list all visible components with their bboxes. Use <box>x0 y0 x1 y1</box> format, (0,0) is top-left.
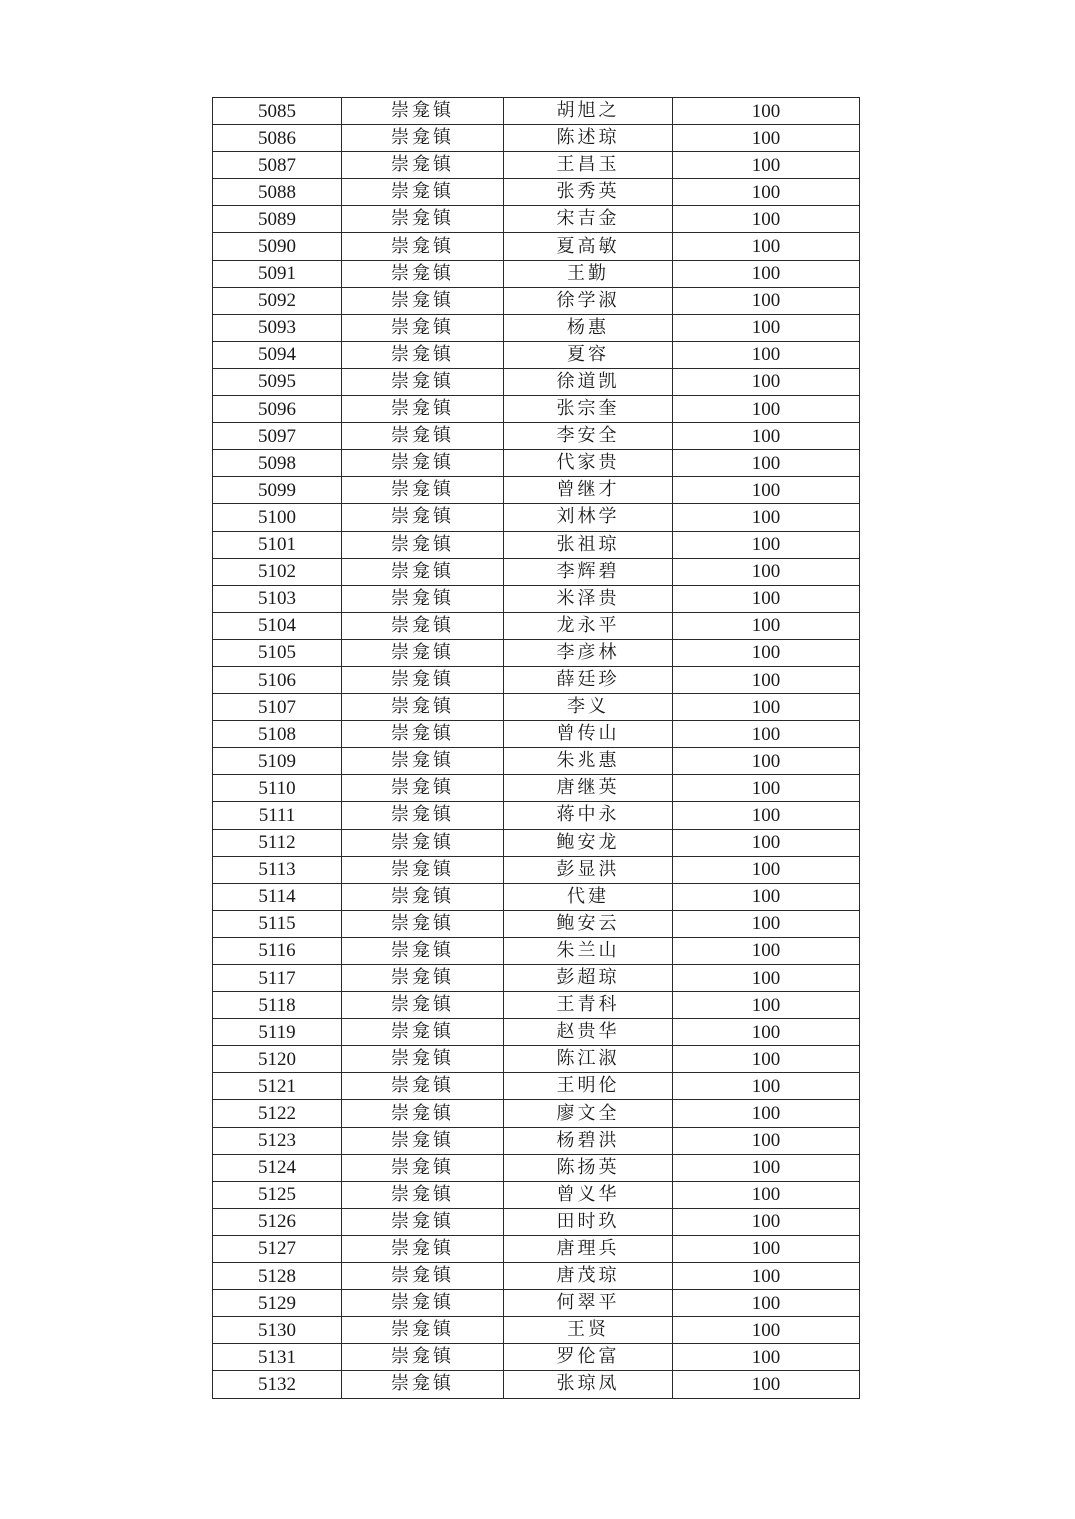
name-cell: 张宗奎 <box>504 396 673 423</box>
table-row <box>213 883 860 910</box>
name-cell: 彭显洪 <box>504 856 673 883</box>
town-cell: 崇龛镇 <box>342 477 504 504</box>
amount-cell: 100 <box>673 1235 860 1262</box>
amount-cell: 100 <box>673 1344 860 1371</box>
amount-cell: 100 <box>673 1263 860 1290</box>
table-row <box>213 1019 860 1046</box>
table-row <box>213 1154 860 1181</box>
row-number-cell: 5107 <box>213 694 342 721</box>
row-number-cell: 5117 <box>213 965 342 992</box>
row-number-cell: 5089 <box>213 206 342 233</box>
amount-cell: 100 <box>673 639 860 666</box>
name-cell: 张琼凤 <box>504 1371 673 1398</box>
table-row <box>213 829 860 856</box>
table-row <box>213 206 860 233</box>
table-row <box>213 992 860 1019</box>
row-number-cell: 5110 <box>213 775 342 802</box>
row-number-cell: 5125 <box>213 1181 342 1208</box>
table-row <box>213 1100 860 1127</box>
row-number-cell: 5114 <box>213 883 342 910</box>
table-row <box>213 477 860 504</box>
amount-cell: 100 <box>673 341 860 368</box>
name-cell: 夏高敏 <box>504 233 673 260</box>
row-number-cell: 5093 <box>213 314 342 341</box>
table-row <box>213 721 860 748</box>
name-cell: 何翠平 <box>504 1290 673 1317</box>
town-cell: 崇龛镇 <box>342 937 504 964</box>
name-cell: 代建 <box>504 883 673 910</box>
row-number-cell: 5124 <box>213 1154 342 1181</box>
town-cell: 崇龛镇 <box>342 206 504 233</box>
table-row <box>213 1208 860 1235</box>
table-row <box>213 1046 860 1073</box>
town-cell: 崇龛镇 <box>342 531 504 558</box>
town-cell: 崇龛镇 <box>342 721 504 748</box>
row-number-cell: 5105 <box>213 639 342 666</box>
amount-cell: 100 <box>673 179 860 206</box>
roster-table <box>212 97 860 1399</box>
town-cell: 崇龛镇 <box>342 585 504 612</box>
name-cell: 杨惠 <box>504 314 673 341</box>
row-number-cell: 5129 <box>213 1290 342 1317</box>
town-cell: 崇龛镇 <box>342 856 504 883</box>
town-cell: 崇龛镇 <box>342 125 504 152</box>
amount-cell: 100 <box>673 829 860 856</box>
name-cell: 曾义华 <box>504 1181 673 1208</box>
town-cell: 崇龛镇 <box>342 233 504 260</box>
name-cell: 陈江淑 <box>504 1046 673 1073</box>
name-cell: 李安全 <box>504 423 673 450</box>
amount-cell: 100 <box>673 450 860 477</box>
row-number-cell: 5100 <box>213 504 342 531</box>
name-cell: 陈述琼 <box>504 125 673 152</box>
town-cell: 崇龛镇 <box>342 287 504 314</box>
table-row <box>213 396 860 423</box>
amount-cell: 100 <box>673 612 860 639</box>
amount-cell: 100 <box>673 1290 860 1317</box>
town-cell: 崇龛镇 <box>342 179 504 206</box>
name-cell: 张秀英 <box>504 179 673 206</box>
town-cell: 崇龛镇 <box>342 666 504 693</box>
row-number-cell: 5101 <box>213 531 342 558</box>
town-cell: 崇龛镇 <box>342 992 504 1019</box>
name-cell: 李彦林 <box>504 639 673 666</box>
name-cell: 胡旭之 <box>504 98 673 125</box>
name-cell: 徐道凯 <box>504 368 673 395</box>
amount-cell: 100 <box>673 558 860 585</box>
town-cell: 崇龛镇 <box>342 558 504 585</box>
row-number-cell: 5108 <box>213 721 342 748</box>
amount-cell: 100 <box>673 1046 860 1073</box>
table-row <box>213 1263 860 1290</box>
row-number-cell: 5088 <box>213 179 342 206</box>
row-number-cell: 5130 <box>213 1317 342 1344</box>
amount-cell: 100 <box>673 314 860 341</box>
row-number-cell: 5094 <box>213 341 342 368</box>
name-cell: 宋吉金 <box>504 206 673 233</box>
table-row <box>213 965 860 992</box>
amount-cell: 100 <box>673 1073 860 1100</box>
table-row <box>213 1073 860 1100</box>
name-cell: 鲍安云 <box>504 910 673 937</box>
amount-cell: 100 <box>673 477 860 504</box>
name-cell: 龙永平 <box>504 612 673 639</box>
name-cell: 廖文全 <box>504 1100 673 1127</box>
document-table-container <box>212 97 860 1399</box>
town-cell: 崇龛镇 <box>342 1263 504 1290</box>
name-cell: 陈扬英 <box>504 1154 673 1181</box>
town-cell: 崇龛镇 <box>342 152 504 179</box>
town-cell: 崇龛镇 <box>342 802 504 829</box>
table-row <box>213 639 860 666</box>
town-cell: 崇龛镇 <box>342 98 504 125</box>
amount-cell: 100 <box>673 1317 860 1344</box>
name-cell: 薛廷珍 <box>504 666 673 693</box>
row-number-cell: 5132 <box>213 1371 342 1398</box>
name-cell: 王勤 <box>504 260 673 287</box>
name-cell: 徐学淑 <box>504 287 673 314</box>
table-row <box>213 287 860 314</box>
table-row <box>213 98 860 125</box>
town-cell: 崇龛镇 <box>342 1127 504 1154</box>
town-cell: 崇龛镇 <box>342 504 504 531</box>
row-number-cell: 5090 <box>213 233 342 260</box>
row-number-cell: 5091 <box>213 260 342 287</box>
row-number-cell: 5102 <box>213 558 342 585</box>
amount-cell: 100 <box>673 775 860 802</box>
amount-cell: 100 <box>673 98 860 125</box>
name-cell: 米泽贵 <box>504 585 673 612</box>
name-cell: 杨碧洪 <box>504 1127 673 1154</box>
name-cell: 朱兆惠 <box>504 748 673 775</box>
town-cell: 崇龛镇 <box>342 612 504 639</box>
amount-cell: 100 <box>673 748 860 775</box>
name-cell: 曾传山 <box>504 721 673 748</box>
table-row <box>213 612 860 639</box>
amount-cell: 100 <box>673 856 860 883</box>
table-row <box>213 748 860 775</box>
table-row <box>213 1371 860 1398</box>
town-cell: 崇龛镇 <box>342 639 504 666</box>
row-number-cell: 5085 <box>213 98 342 125</box>
name-cell: 张祖琼 <box>504 531 673 558</box>
amount-cell: 100 <box>673 937 860 964</box>
table-row <box>213 1317 860 1344</box>
row-number-cell: 5103 <box>213 585 342 612</box>
town-cell: 崇龛镇 <box>342 910 504 937</box>
town-cell: 崇龛镇 <box>342 1235 504 1262</box>
row-number-cell: 5106 <box>213 666 342 693</box>
amount-cell: 100 <box>673 585 860 612</box>
amount-cell: 100 <box>673 1371 860 1398</box>
table-row <box>213 179 860 206</box>
row-number-cell: 5118 <box>213 992 342 1019</box>
row-number-cell: 5121 <box>213 1073 342 1100</box>
amount-cell: 100 <box>673 423 860 450</box>
table-row <box>213 1344 860 1371</box>
table-row <box>213 341 860 368</box>
name-cell: 刘林学 <box>504 504 673 531</box>
name-cell: 李辉碧 <box>504 558 673 585</box>
town-cell: 崇龛镇 <box>342 965 504 992</box>
name-cell: 赵贵华 <box>504 1019 673 1046</box>
town-cell: 崇龛镇 <box>342 423 504 450</box>
amount-cell: 100 <box>673 152 860 179</box>
row-number-cell: 5122 <box>213 1100 342 1127</box>
row-number-cell: 5119 <box>213 1019 342 1046</box>
town-cell: 崇龛镇 <box>342 341 504 368</box>
row-number-cell: 5112 <box>213 829 342 856</box>
name-cell: 夏容 <box>504 341 673 368</box>
table-row <box>213 233 860 260</box>
amount-cell: 100 <box>673 206 860 233</box>
name-cell: 唐理兵 <box>504 1235 673 1262</box>
town-cell: 崇龛镇 <box>342 1371 504 1398</box>
town-cell: 崇龛镇 <box>342 314 504 341</box>
town-cell: 崇龛镇 <box>342 260 504 287</box>
town-cell: 崇龛镇 <box>342 1046 504 1073</box>
row-number-cell: 5123 <box>213 1127 342 1154</box>
amount-cell: 100 <box>673 1154 860 1181</box>
amount-cell: 100 <box>673 368 860 395</box>
amount-cell: 100 <box>673 1100 860 1127</box>
town-cell: 崇龛镇 <box>342 1073 504 1100</box>
name-cell: 唐继英 <box>504 775 673 802</box>
town-cell: 崇龛镇 <box>342 450 504 477</box>
town-cell: 崇龛镇 <box>342 1290 504 1317</box>
table-row <box>213 585 860 612</box>
row-number-cell: 5086 <box>213 125 342 152</box>
table-row <box>213 531 860 558</box>
name-cell: 唐茂琼 <box>504 1263 673 1290</box>
town-cell: 崇龛镇 <box>342 396 504 423</box>
name-cell: 鲍安龙 <box>504 829 673 856</box>
name-cell: 蒋中永 <box>504 802 673 829</box>
table-row <box>213 152 860 179</box>
amount-cell: 100 <box>673 1019 860 1046</box>
table-row <box>213 802 860 829</box>
amount-cell: 100 <box>673 666 860 693</box>
row-number-cell: 5109 <box>213 748 342 775</box>
row-number-cell: 5113 <box>213 856 342 883</box>
row-number-cell: 5104 <box>213 612 342 639</box>
table-row <box>213 694 860 721</box>
name-cell: 代家贵 <box>504 450 673 477</box>
table-row <box>213 125 860 152</box>
town-cell: 崇龛镇 <box>342 1181 504 1208</box>
name-cell: 王明伦 <box>504 1073 673 1100</box>
table-row <box>213 1235 860 1262</box>
row-number-cell: 5111 <box>213 802 342 829</box>
row-number-cell: 5087 <box>213 152 342 179</box>
amount-cell: 100 <box>673 1127 860 1154</box>
table-row <box>213 910 860 937</box>
row-number-cell: 5099 <box>213 477 342 504</box>
town-cell: 崇龛镇 <box>342 694 504 721</box>
table-row <box>213 1181 860 1208</box>
table-row <box>213 450 860 477</box>
amount-cell: 100 <box>673 260 860 287</box>
table-row <box>213 423 860 450</box>
town-cell: 崇龛镇 <box>342 368 504 395</box>
name-cell: 王昌玉 <box>504 152 673 179</box>
name-cell: 王贤 <box>504 1317 673 1344</box>
row-number-cell: 5096 <box>213 396 342 423</box>
table-row <box>213 314 860 341</box>
town-cell: 崇龛镇 <box>342 883 504 910</box>
row-number-cell: 5098 <box>213 450 342 477</box>
town-cell: 崇龛镇 <box>342 1317 504 1344</box>
town-cell: 崇龛镇 <box>342 1344 504 1371</box>
row-number-cell: 5095 <box>213 368 342 395</box>
row-number-cell: 5128 <box>213 1263 342 1290</box>
table-row <box>213 368 860 395</box>
amount-cell: 100 <box>673 1208 860 1235</box>
row-number-cell: 5097 <box>213 423 342 450</box>
amount-cell: 100 <box>673 233 860 260</box>
table-row <box>213 1290 860 1317</box>
table-row <box>213 558 860 585</box>
town-cell: 崇龛镇 <box>342 1208 504 1235</box>
town-cell: 崇龛镇 <box>342 748 504 775</box>
town-cell: 崇龛镇 <box>342 1100 504 1127</box>
row-number-cell: 5092 <box>213 287 342 314</box>
row-number-cell: 5120 <box>213 1046 342 1073</box>
amount-cell: 100 <box>673 802 860 829</box>
name-cell: 朱兰山 <box>504 937 673 964</box>
town-cell: 崇龛镇 <box>342 829 504 856</box>
row-number-cell: 5115 <box>213 910 342 937</box>
amount-cell: 100 <box>673 721 860 748</box>
row-number-cell: 5126 <box>213 1208 342 1235</box>
name-cell: 罗伦富 <box>504 1344 673 1371</box>
table-row <box>213 504 860 531</box>
town-cell: 崇龛镇 <box>342 1019 504 1046</box>
name-cell: 李义 <box>504 694 673 721</box>
amount-cell: 100 <box>673 883 860 910</box>
name-cell: 王青科 <box>504 992 673 1019</box>
amount-cell: 100 <box>673 531 860 558</box>
row-number-cell: 5116 <box>213 937 342 964</box>
amount-cell: 100 <box>673 125 860 152</box>
table-row <box>213 856 860 883</box>
table-row <box>213 1127 860 1154</box>
table-row <box>213 775 860 802</box>
amount-cell: 100 <box>673 287 860 314</box>
name-cell: 彭超琼 <box>504 965 673 992</box>
amount-cell: 100 <box>673 910 860 937</box>
table-row <box>213 937 860 964</box>
amount-cell: 100 <box>673 504 860 531</box>
amount-cell: 100 <box>673 965 860 992</box>
row-number-cell: 5131 <box>213 1344 342 1371</box>
row-number-cell: 5127 <box>213 1235 342 1262</box>
amount-cell: 100 <box>673 694 860 721</box>
town-cell: 崇龛镇 <box>342 1154 504 1181</box>
name-cell: 田时玖 <box>504 1208 673 1235</box>
town-cell: 崇龛镇 <box>342 775 504 802</box>
roster-table-body <box>213 98 860 1399</box>
table-row <box>213 666 860 693</box>
table-row <box>213 260 860 287</box>
amount-cell: 100 <box>673 396 860 423</box>
amount-cell: 100 <box>673 992 860 1019</box>
name-cell: 曾继才 <box>504 477 673 504</box>
amount-cell: 100 <box>673 1181 860 1208</box>
